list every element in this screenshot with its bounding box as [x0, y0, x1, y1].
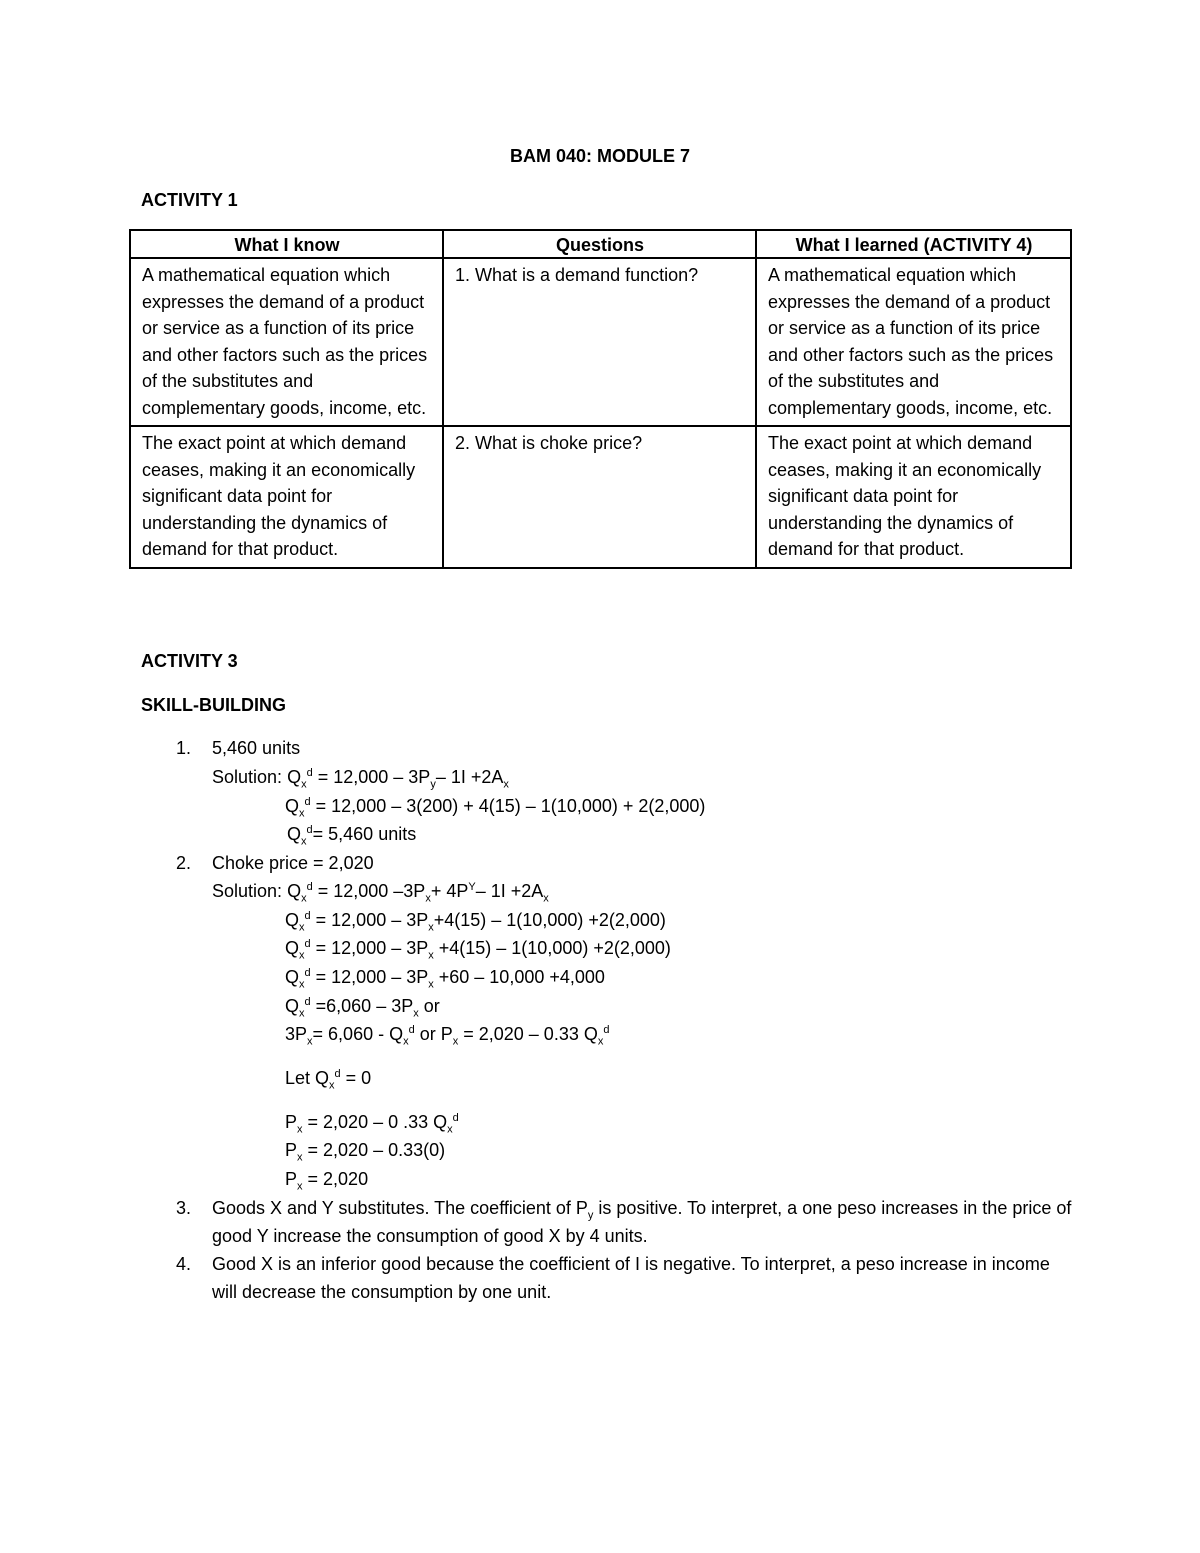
- superscript-d: d: [408, 1024, 415, 1036]
- equation-text: +60 – 10,000 +4,000: [433, 967, 605, 987]
- subscript-x: x: [503, 778, 509, 791]
- superscript-d: d: [304, 996, 311, 1008]
- equation-text: +4(15) – 1(10,000) +2(2,000): [433, 938, 671, 958]
- column-header-questions: Questions: [443, 230, 756, 258]
- q-symbol: Q: [287, 824, 302, 844]
- item-1-solution-line-3: [287, 820, 416, 848]
- subscript-x: x: [301, 778, 307, 791]
- item-2-solution-line-4: [285, 963, 605, 991]
- equation-text: = 12,000 – 3P: [310, 967, 429, 987]
- superscript-d: d: [306, 824, 313, 836]
- subscript-x: x: [403, 1035, 409, 1048]
- superscript-d: d: [306, 767, 313, 779]
- item-2-solution-line-3: [285, 934, 671, 962]
- item-1-solution-line-1: [212, 763, 509, 791]
- equation-text: = 2,020 – 0 .33 Q: [302, 1112, 448, 1132]
- equation-text: = 12,000 – 3(200) + 4(15) – 1(10,000) + 2(2,000): [310, 796, 706, 816]
- solution-label: Solution:: [212, 767, 288, 787]
- subscript-x: x: [299, 807, 305, 820]
- equation-text: +4(15) – 1(10,000) +2(2,000): [433, 910, 666, 930]
- equation-text: = 0: [340, 1068, 372, 1088]
- subscript-x: x: [428, 978, 434, 991]
- equation-text: = 2,020 – 0.33 Q: [458, 1024, 598, 1044]
- item-1-solution-line-2: [285, 792, 705, 820]
- skill-building-heading: SKILL-BUILDING: [141, 695, 286, 715]
- q-symbol: Q: [285, 910, 300, 930]
- activity-1-heading: ACTIVITY 1: [141, 190, 238, 210]
- superscript-y: Y: [468, 881, 476, 893]
- subscript-x: x: [428, 949, 434, 962]
- item-4-number: 4.: [176, 1254, 192, 1274]
- subscript-x: x: [543, 892, 549, 905]
- subscript-x: x: [428, 921, 434, 934]
- item-2-px-line-3: [285, 1165, 368, 1193]
- cell-learned: The exact point at which demand ceases, making it an economically significant data point for understanding the dynamics of demand for that product.: [756, 426, 1071, 568]
- subscript-x: x: [425, 892, 431, 905]
- item-2-solution-line-1: [212, 877, 549, 905]
- superscript-d: d: [306, 881, 313, 893]
- equation-text: = 12,000 –3P: [312, 881, 426, 901]
- item-text: is positive. To interpret, a one peso increases in the price of good Y increase the consumption of good X by 4 units.: [212, 1198, 1072, 1246]
- q-symbol: Q: [285, 796, 300, 816]
- item-2-number: 2.: [176, 853, 192, 873]
- item-2-let-line: [285, 1064, 371, 1092]
- table-row: [130, 258, 1071, 426]
- equation-text: = 2,020: [302, 1169, 369, 1189]
- item-4-text: Good X is an inferior good because the coefficient of I is negative. To interpret, a peso increase in income will decrease the consumption by one unit.: [212, 1254, 1050, 1302]
- subscript-x: x: [299, 921, 305, 934]
- equation-text: + 4P: [430, 881, 469, 901]
- subscript-x: x: [299, 978, 305, 991]
- equation-text: = 12,000 – 3P: [310, 938, 429, 958]
- p-symbol: P: [285, 1140, 298, 1160]
- equation-text: or P: [414, 1024, 453, 1044]
- item-2-px-line-2: [285, 1136, 445, 1164]
- subscript-x: x: [329, 1079, 335, 1092]
- item-2-solution-line-5: [285, 992, 440, 1020]
- superscript-d: d: [334, 1068, 341, 1080]
- equation-text: = 5,460 units: [312, 824, 417, 844]
- item-2-answer: Choke price = 2,020: [212, 853, 374, 873]
- equation-text: – 1I +2A: [435, 767, 504, 787]
- subscript-x: x: [301, 835, 307, 848]
- equation-text: = 12,000 – 3P: [312, 767, 431, 787]
- cell-know: The exact point at which demand ceases, making it an economically significant data point for understanding the dynamics of demand for that product.: [130, 426, 443, 568]
- subscript-x: x: [447, 1123, 453, 1136]
- solution-label: Solution:: [212, 881, 288, 901]
- subscript-x: x: [297, 1151, 303, 1164]
- superscript-d: d: [304, 796, 311, 808]
- cell-learned: A mathematical equation which expresses the demand of a product or service as a function of its price and other factors such as the prices of the substitutes and complementary goods, income, etc.: [756, 258, 1071, 426]
- item-2-solution-line-6: [285, 1020, 609, 1048]
- subscript-x: x: [452, 1035, 459, 1048]
- subscript-x: x: [413, 1007, 419, 1020]
- equation-text: 3P: [285, 1024, 308, 1044]
- superscript-d: d: [304, 910, 311, 922]
- p-symbol: P: [285, 1169, 298, 1189]
- equation-text: – 1I +2A: [475, 881, 544, 901]
- item-2-solution-line-2: [285, 906, 666, 934]
- equation-text: or: [418, 996, 440, 1016]
- superscript-d: d: [304, 938, 311, 950]
- subscript-x: x: [307, 1035, 313, 1048]
- q-symbol: Q: [287, 767, 302, 787]
- cell-know: A mathematical equation which expresses the demand of a product or service as a function of its price and other factors such as the prices of the substitutes and complementary goods, income, etc.: [130, 258, 443, 426]
- equation-text: = 12,000 – 3P: [310, 910, 429, 930]
- superscript-d: d: [452, 1112, 459, 1124]
- equation-text: Let Q: [285, 1068, 330, 1088]
- q-symbol: Q: [287, 881, 302, 901]
- activity-3-heading: ACTIVITY 3: [141, 651, 238, 671]
- equation-text: = 2,020 – 0.33(0): [302, 1140, 446, 1160]
- subscript-x: x: [299, 1007, 305, 1020]
- subscript-y: y: [430, 778, 436, 791]
- table-row: [130, 426, 1071, 568]
- item-1-number: 1.: [176, 738, 192, 758]
- superscript-d: d: [304, 967, 311, 979]
- subscript-x: x: [297, 1180, 303, 1193]
- item-3-number: 3.: [176, 1198, 192, 1218]
- subscript-y: y: [587, 1209, 594, 1222]
- item-3-text: [212, 1194, 1072, 1250]
- column-header-what-i-know: What I know: [130, 230, 443, 258]
- cell-question: 1. What is a demand function?: [443, 258, 756, 426]
- subscript-x: x: [597, 1035, 604, 1048]
- superscript-d: d: [603, 1024, 610, 1036]
- p-symbol: P: [285, 1112, 298, 1132]
- item-1-answer: 5,460 units: [212, 738, 301, 758]
- kwl-header-row: [130, 230, 1071, 258]
- subscript-x: x: [299, 949, 305, 962]
- subscript-x: x: [297, 1123, 303, 1136]
- equation-text: =6,060 – 3P: [310, 996, 414, 1016]
- column-header-what-i-learned: What I learned (ACTIVITY 4): [756, 230, 1071, 258]
- q-symbol: Q: [285, 967, 300, 987]
- kwl-table: [129, 229, 1072, 569]
- item-2-px-line-1: [285, 1108, 459, 1136]
- q-symbol: Q: [285, 938, 300, 958]
- page-title: BAM 040: MODULE 7: [509, 146, 691, 166]
- equation-text: = 6,060 - Q: [312, 1024, 404, 1044]
- cell-question: 2. What is choke price?: [443, 426, 756, 568]
- item-text: Goods X and Y substitutes. The coefficient of P: [212, 1198, 588, 1218]
- q-symbol: Q: [285, 996, 300, 1016]
- subscript-x: x: [301, 892, 307, 905]
